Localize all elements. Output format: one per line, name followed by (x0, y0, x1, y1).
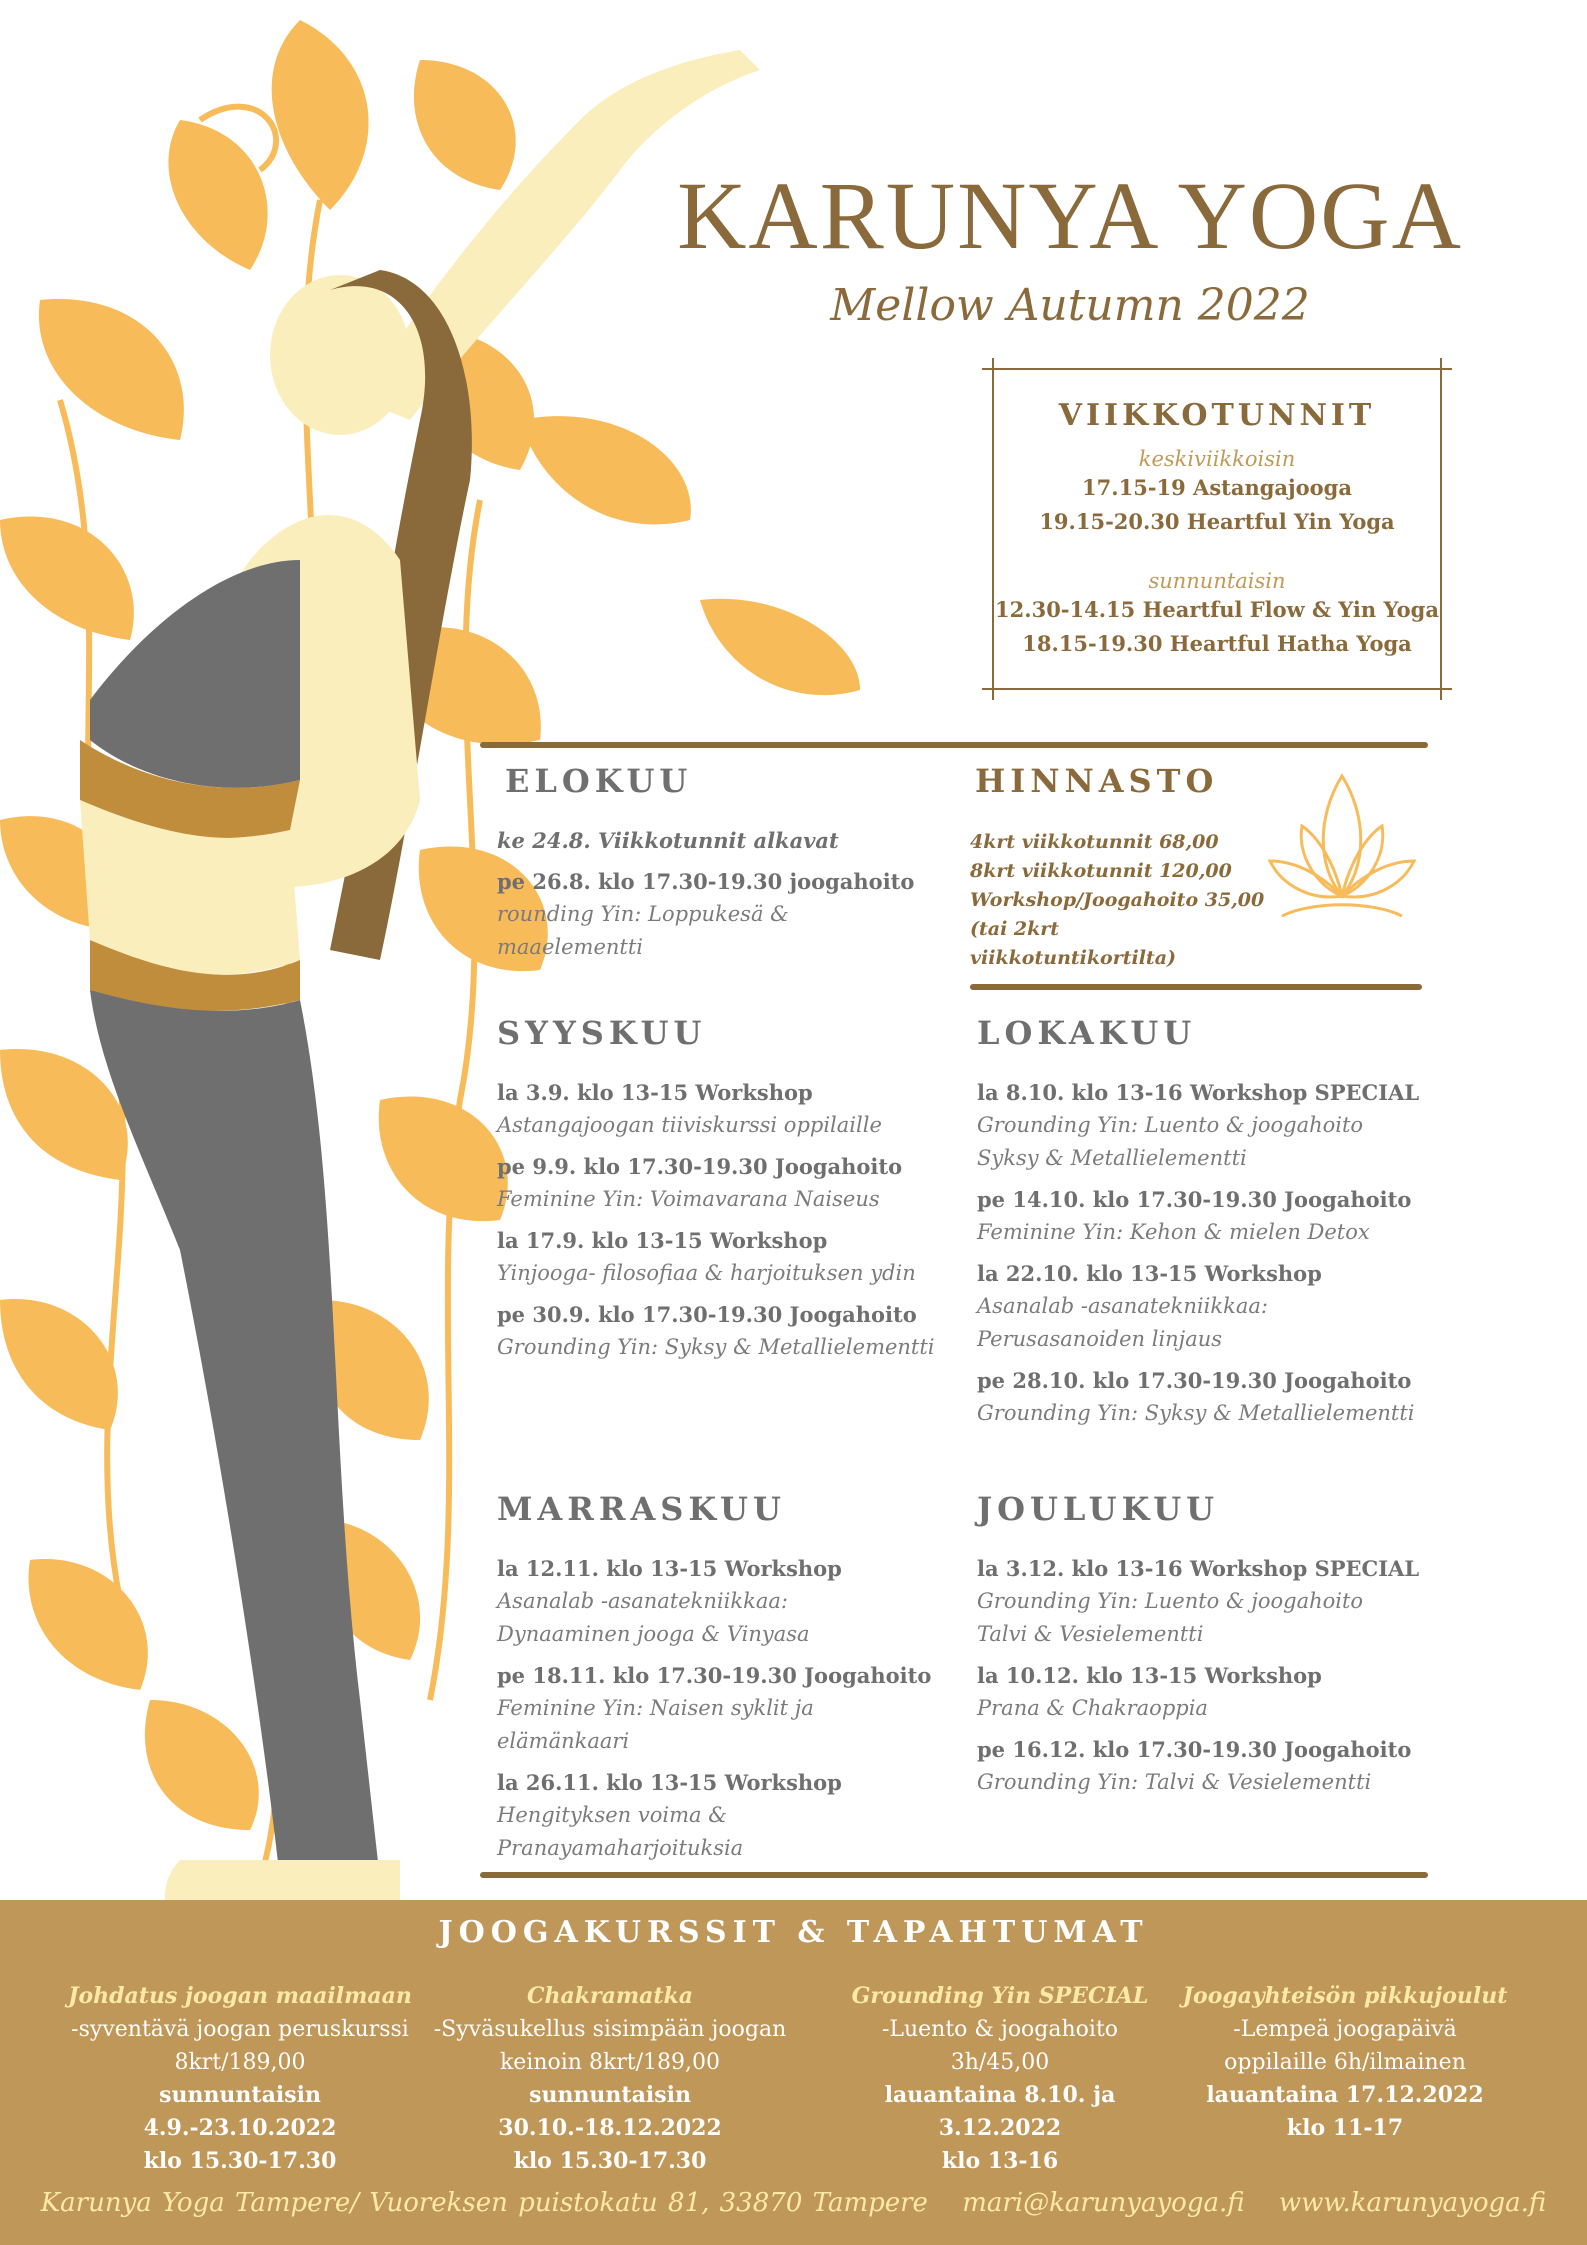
course-date: lauantaina 17.12.2022 (1206, 2082, 1484, 2108)
event-heading: pe 9.9. klo 17.30-19.30 Joogahoito (497, 1154, 903, 1179)
divider (480, 742, 1428, 748)
event-heading: pe 14.10. klo 17.30-19.30 Joogahoito (977, 1187, 1412, 1212)
event-heading: la 3.9. klo 13-15 Workshop (497, 1080, 813, 1105)
course-description: -Lempeä joogapäivä (1233, 2017, 1457, 2042)
event-heading: pe 18.11. klo 17.30-19.30 Joogahoito (497, 1663, 932, 1688)
marraskuu-events (497, 1552, 957, 1865)
event-description: Prana & Chakraoppia (977, 1696, 1208, 1720)
event-heading: pe 30.9. klo 17.30-19.30 Joogahoito (497, 1302, 917, 1327)
event-description: Perusasanoiden linjaus (977, 1327, 1223, 1351)
price-line: 4krt viikkotunnit 68,00 (970, 831, 1219, 853)
event-description: Grounding Yin: Luento & joogahoito (977, 1589, 1364, 1613)
course-card (820, 1980, 1180, 2178)
frame-line (992, 358, 994, 700)
frame-line (1440, 358, 1442, 700)
event-description: Yinjooga- filosofiaa & harjoituksen ydin (497, 1261, 916, 1285)
frame-line (982, 368, 1452, 370)
course-time: klo 15.30-17.30 (143, 2148, 337, 2174)
frame-line (982, 688, 1452, 690)
weekly-class: 18.15-19.30 Heartful Hatha Yoga (1022, 631, 1412, 656)
course-date: sunnuntaisin 30.10.-18.12.2022 (498, 2082, 722, 2141)
course-description: oppilaille 6h/ilmainen (1224, 2050, 1466, 2075)
price-line: 8krt viikkotunnit 120,00 (970, 860, 1232, 882)
course-time: klo 11-17 (1286, 2115, 1404, 2141)
event-description: maaelementti (497, 935, 643, 959)
course-title: Grounding Yin SPECIAL (851, 1983, 1149, 2009)
course-title: Joogayhteisön pikkujoulut (1182, 1983, 1508, 2009)
course-title: Johdatus joogan maailmaan (68, 1983, 412, 2009)
weekly-class: 17.15-19 Astangajooga (1082, 475, 1352, 500)
section-title-joulukuu: JOULUKUU (977, 1490, 1220, 1528)
event-description: Hengityksen voima & (497, 1803, 727, 1827)
course-card (1165, 1980, 1525, 2145)
event-description: Astangajoogan tiiviskurssi oppilaille (497, 1113, 882, 1137)
event-description: Feminine Yin: Naisen syklit ja (497, 1696, 814, 1720)
course-time: klo 15.30-17.30 (513, 2148, 707, 2174)
courses-title: JOOGAKURSSIT & TAPAHTUMAT (438, 1915, 1149, 1950)
event-description: Grounding Yin: Talvi & Vesielementti (977, 1770, 1372, 1794)
joulukuu-events (977, 1552, 1437, 1799)
course-card (60, 1980, 420, 2178)
event-description: Pranayamaharjoituksia (497, 1836, 744, 1860)
course-card (430, 1980, 790, 2178)
event-heading: pe 28.10. klo 17.30-19.30 Joogahoito (977, 1368, 1412, 1393)
divider (970, 984, 1422, 990)
section-title-elokuu: ELOKUU (505, 762, 693, 800)
weekly-class: 12.30-14.15 Heartful Flow & Yin Yoga (995, 597, 1439, 622)
weekly-schedule-box (982, 358, 1452, 700)
divider (480, 1872, 1428, 1878)
event-heading: la 12.11. klo 13-15 Workshop (497, 1556, 842, 1581)
event-heading: la 22.10. klo 13-15 Workshop (977, 1261, 1322, 1286)
event-heading: la 26.11. klo 13-15 Workshop (497, 1770, 842, 1795)
event-heading: la 3.12. klo 13-16 Workshop SPECIAL (977, 1556, 1420, 1581)
course-description: 3h/45,00 (950, 2050, 1050, 2075)
weekly-class: 19.15-20.30 Heartful Yin Yoga (1039, 509, 1395, 534)
course-description: keinoin 8krt/189,00 (499, 2050, 721, 2075)
syyskuu-events (497, 1076, 957, 1364)
lotus-icon (1262, 766, 1422, 946)
price-line: (tai 2krt viikkotuntikortilta) (970, 918, 1177, 969)
event-description: Dynaaminen jooga & Vinyasa (497, 1622, 810, 1646)
event-heading: pe 26.8. klo 17.30-19.30 joogahoito (497, 869, 915, 894)
event-description: Asanalab -asanatekniikkaa: (497, 1589, 788, 1613)
lokakuu-events (977, 1076, 1437, 1430)
event-description: Grounding Yin: Luento & joogahoito (977, 1113, 1364, 1137)
course-description: -Luento & joogahoito (881, 2017, 1119, 2042)
weekly-title: VIIKKOTUNNIT (1058, 398, 1376, 433)
course-title: Chakramatka (526, 1983, 694, 2009)
event-description: Feminine Yin: Kehon & mielen Detox (977, 1220, 1370, 1244)
event-description: elämänkaari (497, 1729, 630, 1753)
weekly-day-label: sunnuntaisin (1148, 569, 1286, 593)
event-description: rounding Yin: Loppukesä & (497, 902, 789, 926)
section-title-lokakuu: LOKAKUU (977, 1014, 1197, 1052)
event-description: Syksy & Metallielementti (977, 1146, 1247, 1170)
weekly-day-label: keskiviikkoisin (1138, 447, 1296, 471)
event-intro: ke 24.8. Viikkotunnit alkavat (497, 828, 839, 853)
course-date: lauantaina 8.10. ja 3.12.2022 (884, 2082, 1116, 2141)
elokuu-events (497, 824, 957, 964)
price-line: Workshop/Joogahoito 35,00 (970, 889, 1265, 911)
footer-website[interactable]: www.karunyayoga.fi (1278, 2188, 1547, 2218)
page-title: KARUNYA YOGA (677, 162, 1463, 269)
footer (0, 2188, 1587, 2218)
course-description: -syventävä joogan peruskurssi (71, 2017, 409, 2042)
event-description: Asanalab -asanatekniikkaa: (977, 1294, 1268, 1318)
page-subtitle: Mellow Autumn 2022 (830, 280, 1310, 331)
price-list (970, 828, 1270, 973)
section-title-syyskuu: SYYSKUU (497, 1014, 707, 1052)
event-description: Grounding Yin: Syksy & Metallielementti (497, 1335, 935, 1359)
course-date: sunnuntaisin 4.9.-23.10.2022 (143, 2082, 337, 2141)
event-description: Talvi & Vesielementti (977, 1622, 1204, 1646)
event-heading: la 17.9. klo 13-15 Workshop (497, 1228, 828, 1253)
event-heading: la 8.10. klo 13-16 Workshop SPECIAL (977, 1080, 1420, 1105)
course-time: klo 13-16 (941, 2148, 1059, 2174)
footer-email[interactable]: mari@karunyayoga.fi (962, 2188, 1245, 2218)
section-title-marraskuu: MARRASKUU (497, 1490, 786, 1528)
event-heading: la 10.12. klo 13-15 Workshop (977, 1663, 1322, 1688)
event-description: Grounding Yin: Syksy & Metallielementti (977, 1401, 1415, 1425)
footer-address: Karunya Yoga Tampere/ Vuoreksen puistokatu 81, 33870 Tampere (40, 2188, 928, 2218)
course-description: 8krt/189,00 (174, 2050, 306, 2075)
event-heading: pe 16.12. klo 17.30-19.30 Joogahoito (977, 1737, 1412, 1762)
event-description: Feminine Yin: Voimavarana Naiseus (497, 1187, 880, 1211)
course-description: -Syväsukellus sisimpään joogan (433, 2017, 787, 2042)
section-title-hinnasto: HINNASTO (975, 762, 1219, 800)
